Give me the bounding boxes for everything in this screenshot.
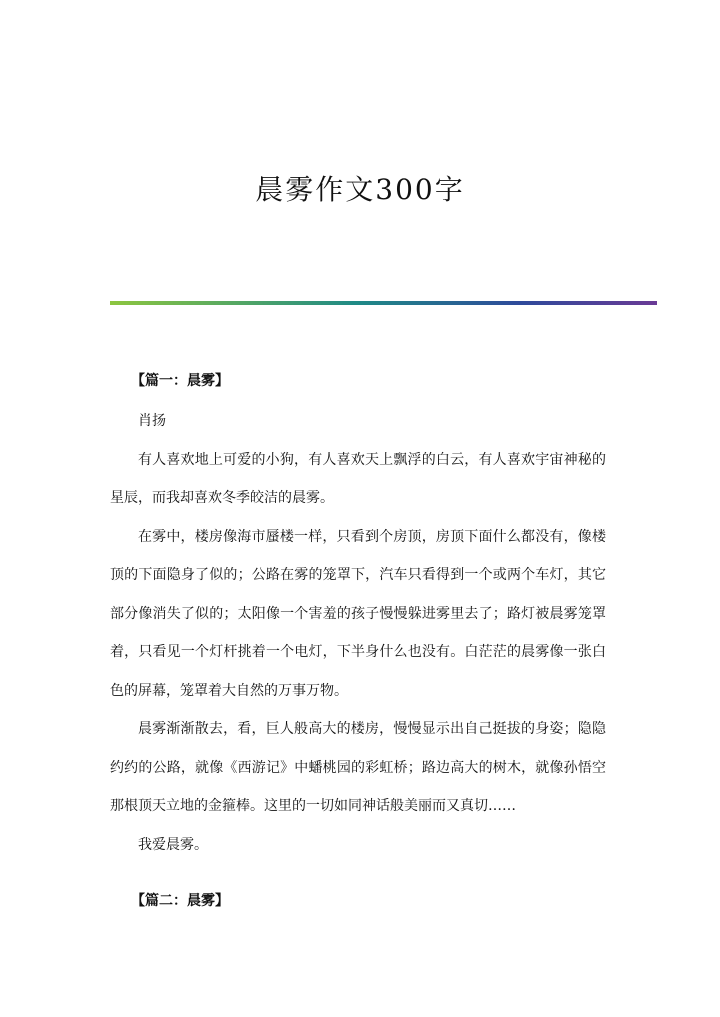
section-heading-2: 【篇二：晨雾】 — [131, 893, 229, 909]
section-heading-1: 【篇一：晨雾】 — [131, 373, 229, 389]
paragraph: 晨雾渐渐散去，看，巨人般高大的楼房，慢慢显示出自己挺拔的身姿；隐隐约约的公路，就像《西游记》中蟠桃园的彩虹桥；路边高大的树木，就像孙悟空那根顶天立地的金箍棒。这里的一切如同神话般美丽而又真切…… — [110, 721, 606, 814]
document-title: 晨雾作文300字 — [255, 173, 465, 206]
paragraph: 有人喜欢地上可爱的小狗，有人喜欢天上飘浮的白云，有人喜欢宇宙神秘的星辰，而我却喜欢冬季皎洁的晨雾。 — [110, 451, 606, 506]
paragraph: 我爱晨雾。 — [138, 836, 208, 853]
title-divider — [110, 301, 657, 305]
section-body-1 — [110, 402, 606, 864]
author-line: 肖扬 — [138, 413, 166, 429]
paragraph: 在雾中，楼房像海市蜃楼一样，只看到个房顶，房顶下面什么都没有，像楼顶的下面隐身了似的；公路在雾的笼罩下，汽车只看得到一个或两个车灯，其它部分像消失了似的；太阳像一个害羞的孩子慢慢躲进雾里去了；路灯被晨雾笼罩着，只看见一个灯杆挑着一个电灯，下半身什么也没有。白茫茫的晨雾像一张白色的屏幕，笼罩着大自然的万事万物。 — [110, 528, 606, 699]
